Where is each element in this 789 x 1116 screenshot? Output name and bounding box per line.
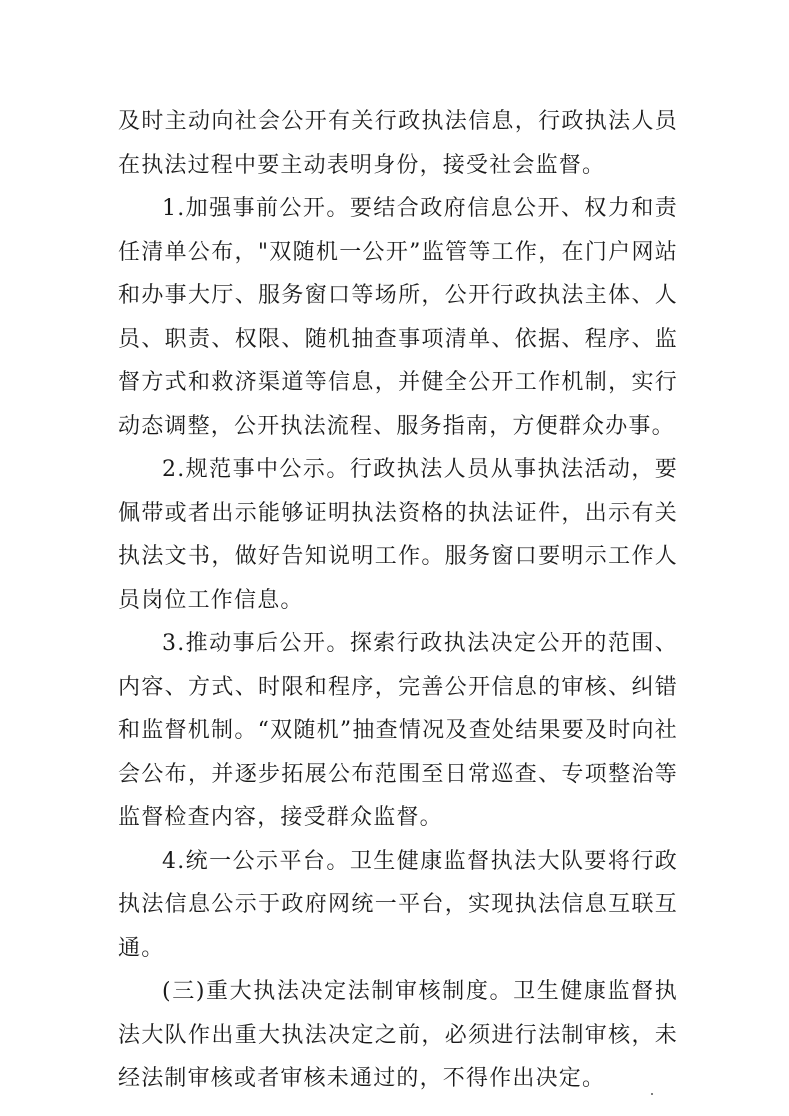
paragraph-item-2: 2.规范事中公示。行政执法人员从事执法活动，要佩带或者出示能够证明执法资格的执法证件，出示有关执法文书，做好告知说明工作。服务窗口要明示工作人员岗位工作信息。 (118, 457, 678, 613)
paragraph-continuation: 及时主动向社会公开有关行政执法信息，行政执法人员在执法过程中要主动表明身份，接受社会监督。 (118, 109, 678, 178)
paragraph-item-4: 4.统一公示平台。卫生健康监督执法大队要将行政执法信息公示于政府网统一平台，实现执法信息互联互通。 (118, 848, 678, 961)
document-body (118, 100, 678, 1101)
paragraph-section-3: (三)重大执法决定法制审核制度。卫生健康监督执法大队作出重大执法决定之前，必须进行法制审核，未经法制审核或者审核未通过的，不得作出决定。 (118, 979, 678, 1091)
paragraph-item-1: 1.加强事前公开。要结合政府信息公开、权力和责任清单公布，"双随机一公开”监管等工作，在门户网站和办事大厅、服务窗口等场所，公开行政执法主体、人员、职责、权限、随机抽查事项清单、依据、程序、监督方式和救济渠道等信息，并健全公开工作机制，实行动态调整，公开执法流程、服务指南，方便群众办事。 (118, 196, 678, 439)
scan-speck (651, 1093, 653, 1095)
paragraph-item-3: 3.推动事后公开。探索行政执法决定公开的范围、内容、方式、时限和程序，完善公开信息的审核、纠错和监督机制。“双随机”抽查情况及查处结果要及时向社会公布，并逐步拓展公布范围至日常巡查、专项整治等监督检查内容，接受群众监督。 (118, 631, 678, 830)
